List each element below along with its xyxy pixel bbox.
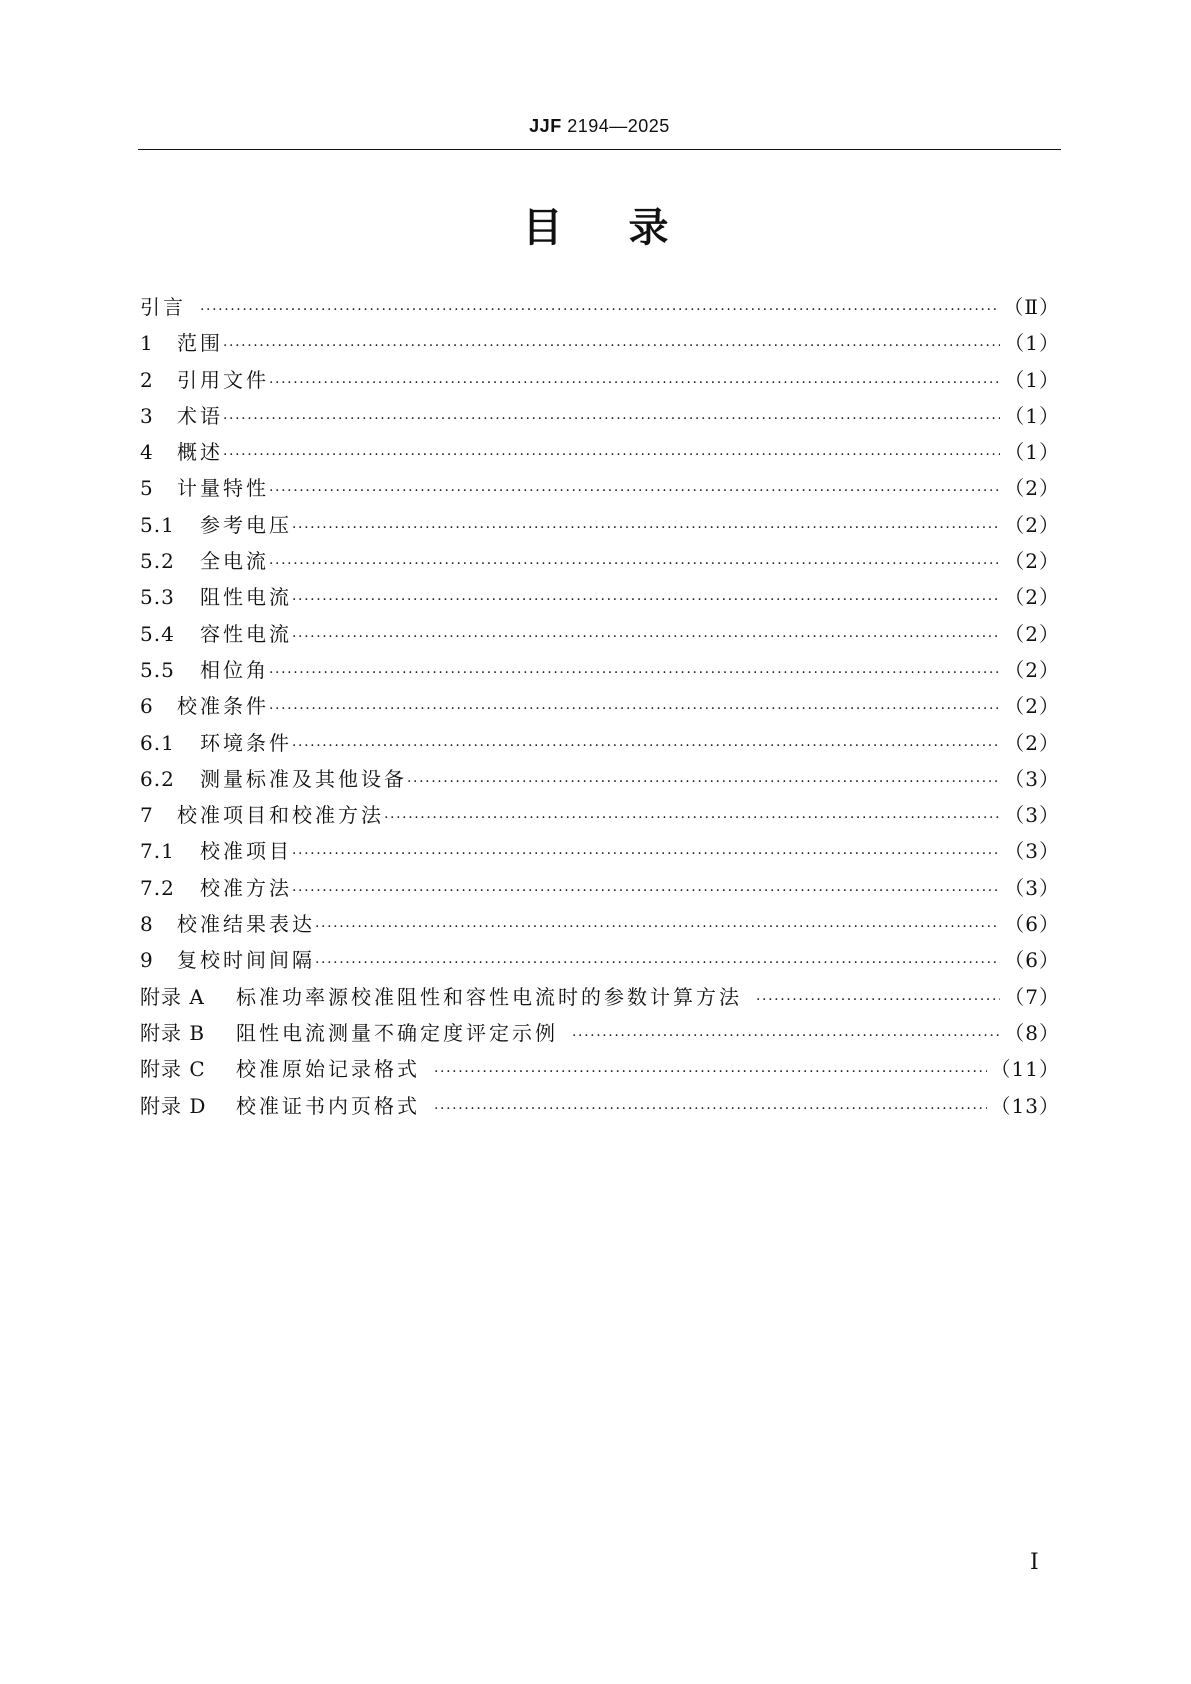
toc-dot-leader	[434, 1054, 987, 1090]
toc-entry[interactable]	[140, 725, 1060, 761]
toc-entry-number: 附录 A	[140, 984, 205, 1009]
toc-entry-title: 相位角	[200, 657, 269, 682]
toc-entry-page: （2）	[1004, 694, 1060, 719]
toc-dot-leader	[292, 510, 1000, 546]
toc-entry-page: （2）	[1004, 549, 1060, 574]
toc-entry-title: 校准条件	[177, 694, 269, 719]
toc-entry-title: 校准项目	[200, 839, 292, 864]
toc-entry-page: （8）	[1004, 1020, 1060, 1045]
toc-entry[interactable]	[140, 979, 1060, 1015]
toc-entry[interactable]	[140, 543, 1060, 579]
toc-entry-number: 6	[140, 694, 154, 719]
toc-dot-leader	[292, 873, 1000, 909]
toc-entry-page: （11）	[990, 1057, 1060, 1082]
toc-dot-leader	[572, 1018, 1000, 1054]
toc-entry-title: 阻性电流	[200, 585, 292, 610]
toc-entry-page: （1）	[1004, 367, 1060, 392]
toc-entry[interactable]	[140, 579, 1060, 615]
toc-dot-leader	[292, 728, 1000, 764]
toc-entry-number: 7	[140, 803, 154, 828]
toc-entry-number: 3	[140, 403, 154, 428]
toc-dot-leader	[292, 582, 1000, 618]
toc-entry[interactable]	[140, 906, 1060, 942]
toc-entry[interactable]	[140, 1051, 1060, 1087]
toc-entry-title: 标准功率源校准阻性和容性电流时的参数计算方法	[236, 984, 742, 1009]
toc-entry[interactable]	[140, 652, 1060, 688]
toc-entry-title: 校准结果表达	[177, 912, 315, 937]
toc-entry-number: 5	[140, 476, 154, 501]
toc-entry-title: 校准证书内页格式	[236, 1093, 420, 1118]
toc-entry-title: 计量特性	[177, 476, 269, 501]
toc-dot-leader	[223, 328, 1000, 364]
toc-dot-leader	[200, 292, 999, 328]
page-title: 目录	[522, 205, 735, 251]
toc-entry-title: 校准原始记录格式	[236, 1057, 420, 1082]
toc-entry-page: （13）	[990, 1093, 1060, 1118]
toc-entry-page: （3）	[1004, 839, 1060, 864]
toc-dot-leader	[407, 764, 1000, 800]
toc-entry-title: 容性电流	[200, 621, 292, 646]
toc-entry-page: （3）	[1004, 875, 1060, 900]
toc-entry-number: 附录 C	[140, 1057, 206, 1082]
toc-entry[interactable]	[140, 362, 1060, 398]
toc-entry-page: （3）	[1004, 803, 1060, 828]
toc-dot-leader	[269, 546, 1000, 582]
toc-entry-page: （7）	[1004, 984, 1060, 1009]
toc-entry-title: 术语	[177, 403, 223, 428]
toc-entry-title: 校准项目和校准方法	[177, 803, 384, 828]
toc-entry-number: 9	[140, 948, 154, 973]
toc-entry-page: （6）	[1004, 948, 1060, 973]
toc-entry-title: 测量标准及其他设备	[200, 766, 407, 791]
toc-entry-title: 范围	[177, 331, 223, 356]
toc-dot-leader	[269, 655, 1000, 691]
toc-dot-leader	[292, 619, 1000, 655]
toc-entry-title: 全电流	[200, 549, 269, 574]
toc-entry-number: 2	[140, 367, 154, 392]
toc-dot-leader	[756, 982, 1000, 1018]
toc-entry[interactable]	[140, 797, 1060, 833]
toc-entry-number: 7.1	[140, 839, 175, 864]
toc-entry[interactable]	[140, 325, 1060, 361]
toc-entry-number: 6.1	[140, 730, 175, 755]
toc-entry-number: 附录 D	[140, 1093, 207, 1118]
toc-entry-page: （2）	[1004, 657, 1060, 682]
toc-entry-page: （2）	[1004, 621, 1060, 646]
toc-entry[interactable]	[140, 1088, 1060, 1124]
toc-entry-title: 校准方法	[200, 875, 292, 900]
running-header	[138, 116, 1061, 137]
toc-dot-leader	[269, 691, 1000, 727]
toc-entry[interactable]	[140, 761, 1060, 797]
toc-entry[interactable]	[140, 616, 1060, 652]
toc-entry[interactable]	[140, 434, 1060, 470]
toc-entry-page: （6）	[1004, 912, 1060, 937]
toc-entry-number: 8	[140, 912, 154, 937]
toc-entry[interactable]	[140, 289, 1060, 325]
toc-dot-leader	[315, 909, 1000, 945]
toc-dot-leader	[292, 836, 1000, 872]
toc-entry-page: （3）	[1004, 766, 1060, 791]
toc-entry-page: （1）	[1004, 403, 1060, 428]
header-rule	[138, 149, 1061, 150]
toc-dot-leader	[269, 473, 1000, 509]
toc-entry-page: （Ⅱ）	[1003, 295, 1060, 319]
toc-entry-title: 引言	[140, 295, 186, 319]
toc-entry[interactable]	[140, 688, 1060, 724]
toc-entry-title: 环境条件	[200, 730, 292, 755]
toc-entry-page: （2）	[1004, 585, 1060, 610]
toc-entry-title: 引用文件	[177, 367, 269, 392]
toc-entry-number: 1	[140, 331, 154, 356]
toc-entry-number: 4	[140, 440, 154, 465]
toc-entry-title: 阻性电流测量不确定度评定示例	[236, 1020, 558, 1045]
toc-dot-leader	[223, 437, 1000, 473]
toc-entry[interactable]	[140, 470, 1060, 506]
standard-code: JJF	[529, 116, 562, 136]
toc-entry[interactable]	[140, 833, 1060, 869]
toc-entry-number: 5.5	[140, 657, 175, 682]
toc-entry-page: （1）	[1004, 331, 1060, 356]
toc-entry-page: （2）	[1004, 512, 1060, 537]
toc-dot-leader	[269, 365, 1000, 401]
toc-entry-title: 参考电压	[200, 512, 292, 537]
toc-entry-number: 5.3	[140, 585, 175, 610]
table-of-contents	[140, 289, 1060, 1124]
toc-entry-number: 6.2	[140, 766, 175, 791]
standard-number: 2194—2025	[567, 116, 670, 136]
toc-entry[interactable]	[140, 1015, 1060, 1051]
toc-entry-number: 7.2	[140, 875, 175, 900]
toc-entry-title: 概述	[177, 440, 223, 465]
toc-entry-number: 5.4	[140, 621, 175, 646]
toc-entry[interactable]	[140, 507, 1060, 543]
toc-entry-number: 5.2	[140, 549, 175, 574]
toc-entry-number: 附录 B	[140, 1020, 206, 1045]
toc-dot-leader	[223, 401, 1000, 437]
toc-entry[interactable]	[140, 398, 1060, 434]
toc-entry-title: 复校时间间隔	[177, 948, 315, 973]
toc-dot-leader	[315, 945, 1000, 981]
page-number: Ⅰ	[1030, 1550, 1039, 1575]
toc-entry-page: （2）	[1004, 476, 1060, 501]
toc-entry-number: 5.1	[140, 512, 175, 537]
toc-entry[interactable]	[140, 870, 1060, 906]
toc-entry[interactable]	[140, 942, 1060, 978]
toc-dot-leader	[434, 1091, 987, 1127]
toc-dot-leader	[384, 800, 1000, 836]
toc-entry-page: （2）	[1004, 730, 1060, 755]
toc-entry-page: （1）	[1004, 440, 1060, 465]
